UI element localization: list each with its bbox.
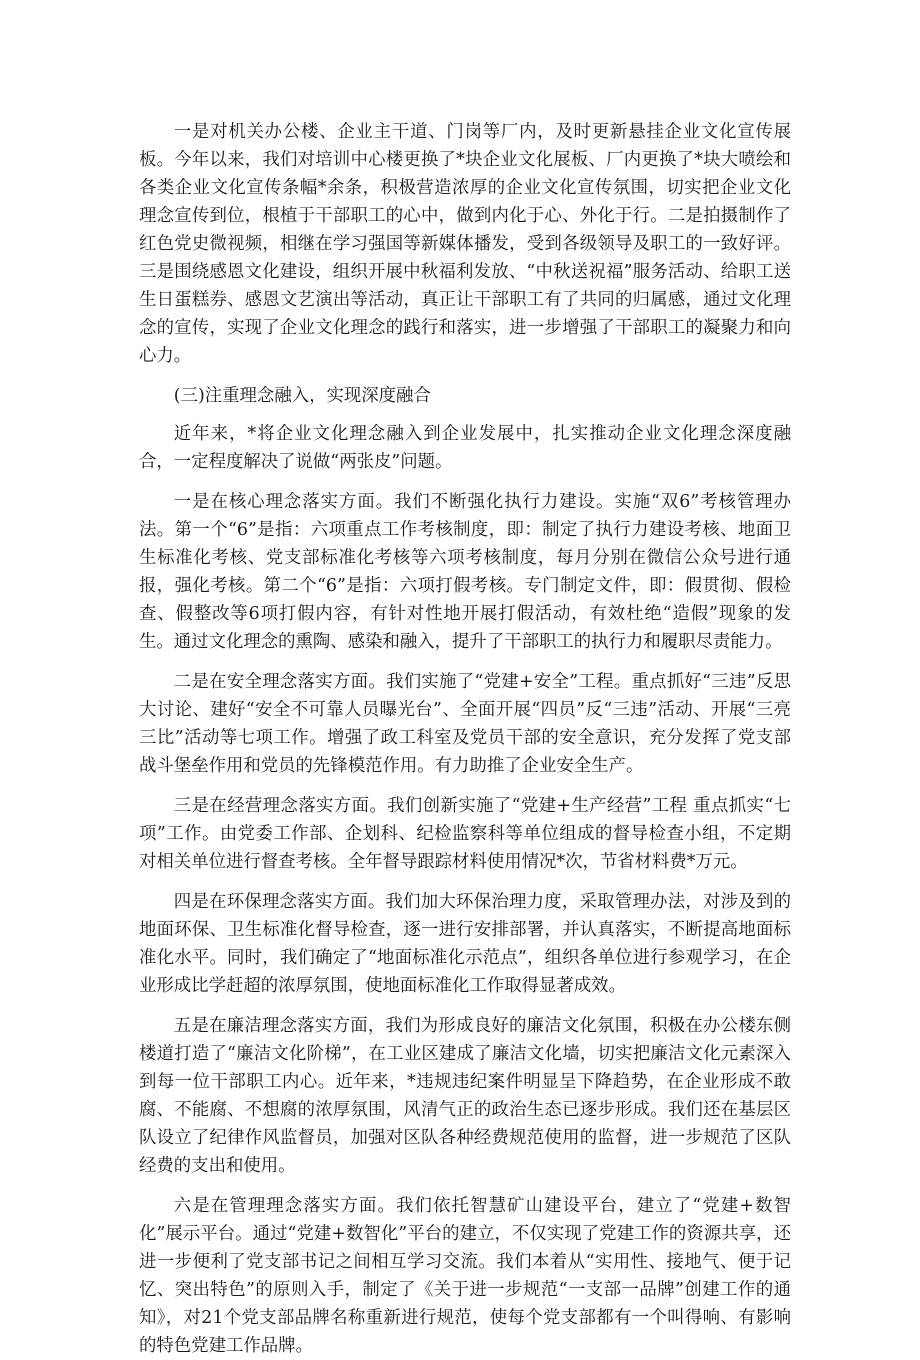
paragraph-environment-concept: 四是在环保理念落实方面。我们加大环保治理力度，采取管理办法，对涉及到的地面环保、卫生标准化督导检查，逐一进行安排部署，并认真落实，不断提高地面标准化水平。同时，我们确定了“地面标准化示范点”，组织各单位进行参观学习，在企业形成比学赶超的浓厚氛围，使地面标准化工作取得显著成效。 xyxy=(139,892,791,996)
section-heading: (三)注重理念融入，实现深度融合 xyxy=(173,386,431,406)
paragraph-management-concept: 六是在管理理念落实方面。我们依托智慧矿山建设平台，建立了“党建+数智化”展示平台。通过“党建+数智化”平台的建立，不仅实现了党建工作的资源共享，还进一步便利了党支部书记之间相互学习交流。我们本着从“实用性、接地气、便于记忆、突出特色”的原则入手，制定了《关于进一步规范“一支部一品牌”创建工作的通知》，对21个党支部品牌名称重新进行规范，使每个党支部都有一个叫得响、有影响的特色党建工作品牌。 xyxy=(139,1196,791,1356)
paragraph-safety-concept: 二是在安全理念落实方面。我们实施了“党建+安全”工程。重点抓好“三违”反思大讨论、建好“安全不可靠人员曝光台”、全面开展“四员”反“三违”活动、开展“三亮三比”活动等七项工作。增强了政工科室及党员干部的安全意识，充分发挥了党支部战斗堡垒作用和党员的先锋模范作用。有力助推了企业安全生产。 xyxy=(139,672,791,776)
paragraph-business-concept: 三是在经营理念落实方面。我们创新实施了“党建+生产经营”工程 重点抓实“七项”工作。由党委工作部、企划科、纪检监察科等单位组成的督导检查小组，不定期对相关单位进行督查考核。全年督导跟踪材料使用情况*次，节省材料费*万元。 xyxy=(139,796,791,872)
paragraph-integrity-concept: 五是在廉洁理念落实方面，我们为形成良好的廉洁文化氛围，积极在办公楼东侧楼道打造了“廉洁文化阶梯”，在工业区建成了廉洁文化墙，切实把廉洁文化元素深入到每一位干部职工内心。近年来，*违规违纪案件明显呈下降趋势，在企业形成不敢腐、不能腐、不想腐的浓厚氛围，风清气正的政治生态已逐步形成。我们还在基层区队设立了纪律作风监督员，加强对区队各种经费规范使用的监督，进一步规范了区队经费的支出和使用。 xyxy=(139,1016,791,1176)
paragraph-intro: 近年来，*将企业文化理念融入到企业发展中，扎实推动企业文化理念深度融合，一定程度解决了说做“两张皮”问题。 xyxy=(139,424,791,472)
paragraph-core-concept: 一是在核心理念落实方面。我们不断强化执行力建设。实施“双6”考核管理办法。第一个“6”是指：六项重点工作考核制度，即：制定了执行力建设考核、地面卫生标准化考核、党支部标准化考核等六项考核制度，每月分别在微信公众号进行通报，强化考核。第二个“6”是指：六项打假考核。专门制定文件，即：假贯彻、假检查、假整改等6项打假内容，有针对性地开展打假活动，有效杜绝“造假”现象的发生。通过文化理念的熏陶、感染和融入，提升了干部职工的执行力和履职尽责能力。 xyxy=(139,492,791,652)
document-page xyxy=(139,118,791,1360)
paragraph-publicity: 一是对机关办公楼、企业主干道、门岗等厂内，及时更新悬挂企业文化宣传展板。今年以来，我们对培训中心楼更换了*块企业文化展板、厂内更换了*块大喷绘和各类企业文化宣传条幅*余条，积极营造浓厚的企业文化宣传氛围，切实把企业文化理念宣传到位，根植于干部职工的心中，做到内化于心、外化于行。二是拍摄制作了红色党史微视频，相继在学习强国等新媒体播发，受到各级领导及职工的一致好评。三是围绕感恩文化建设，组织开展中秋福利发放、“中秋送祝福”服务活动、给职工送生日蛋糕券、感恩文艺演出等活动，真正让干部职工有了共同的归属感，通过文化理念的宣传，实现了企业文化理念的践行和落实，进一步增强了干部职工的凝聚力和向心力。 xyxy=(139,122,791,366)
